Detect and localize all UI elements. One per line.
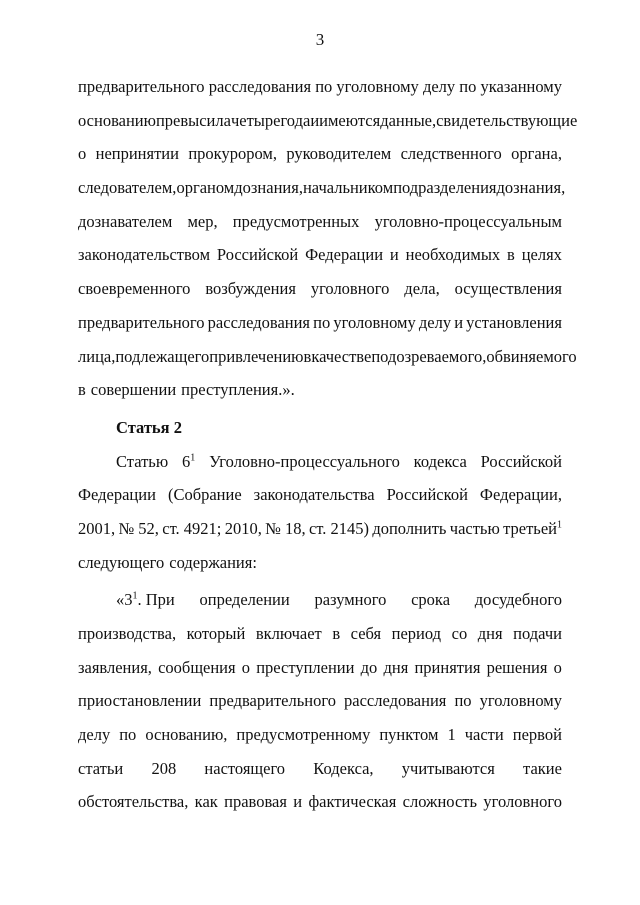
word: со [451, 624, 468, 643]
word: преступления.». [181, 380, 295, 400]
word: части [464, 725, 504, 745]
word: и [389, 245, 399, 265]
word: уголовного [310, 279, 390, 299]
word: по [313, 312, 331, 332]
text-line [78, 238, 562, 272]
word: и [293, 792, 303, 812]
word: по [315, 77, 333, 96]
word: 2001, [78, 518, 116, 538]
word: дела, [404, 279, 440, 299]
word: уголовно-процессуальным [374, 211, 562, 231]
word: привлечению [209, 346, 304, 366]
word: период [391, 624, 442, 643]
text-line [78, 684, 562, 718]
word: заявления, [78, 657, 152, 677]
text-line [78, 445, 562, 479]
word: решения [486, 657, 548, 677]
word: уголовному [336, 77, 419, 96]
word: свидетельствующие [436, 110, 578, 130]
text-line [78, 340, 577, 374]
word: расследования [207, 312, 311, 332]
word: фактическая [308, 792, 397, 812]
word: содержания: [169, 552, 257, 572]
word: Российской [480, 451, 562, 471]
word: качестве [311, 346, 372, 366]
word: о [78, 144, 87, 164]
document-body [78, 70, 578, 819]
word: руководителем [286, 144, 392, 164]
text-line [78, 546, 562, 580]
word: срока [411, 590, 451, 610]
word: и [454, 312, 464, 332]
word: разумного [314, 590, 387, 610]
word: данные, [380, 110, 437, 130]
word: по [454, 691, 472, 711]
word: дополнить [372, 518, 447, 538]
word: обвиняемого [486, 346, 577, 366]
word: следственного [400, 144, 502, 164]
word: начальником [302, 178, 394, 198]
word: совершении [90, 380, 177, 400]
word: № 18, [265, 518, 306, 538]
word: основанию, [145, 725, 228, 745]
word: в [303, 346, 312, 366]
word: который [186, 624, 246, 643]
text-line [78, 752, 562, 786]
word: пунктом [379, 725, 439, 745]
word: настоящего [204, 758, 286, 778]
word: расследования [344, 691, 447, 711]
word: досудебного [474, 590, 562, 610]
word: принятия [414, 657, 481, 677]
word: указанному [480, 77, 562, 96]
word: правовая [224, 792, 287, 812]
word: о [553, 657, 562, 677]
text-line [78, 785, 562, 819]
text-line [78, 137, 562, 171]
word: 2010, [224, 518, 262, 538]
word: обстоятельства, [78, 792, 189, 812]
superscript: 1 [190, 452, 196, 464]
word: органа, [511, 144, 562, 164]
paragraph-3 [78, 583, 562, 819]
word: ст. 2145) [308, 518, 369, 538]
word: сообщения [158, 657, 236, 677]
text-line [78, 272, 562, 306]
word: дознавателем [78, 211, 173, 231]
word: основанию [78, 110, 156, 130]
word: четыре [230, 110, 281, 130]
word: до [360, 657, 378, 677]
word: № 52, [118, 518, 159, 538]
word: органом [176, 178, 235, 198]
superscript: 1 [132, 590, 138, 602]
word: возбуждения [205, 279, 296, 299]
word: предусмотренных [232, 211, 360, 231]
word: $6^1$ [182, 451, 196, 471]
word: подлежащего [115, 346, 210, 366]
word: статьи [78, 758, 124, 778]
article-heading: Статья 2 [116, 417, 182, 437]
word: подозреваемого, [371, 346, 487, 366]
word: прокурором, [188, 144, 277, 164]
word: законодательством [78, 245, 211, 265]
word: предварительного [209, 691, 336, 711]
word: уголовному [479, 691, 562, 711]
word: непринятии [95, 144, 179, 164]
text-line [78, 512, 562, 546]
word: подачи [513, 624, 562, 643]
word: делу [422, 77, 456, 96]
word: и [310, 110, 320, 130]
word: лица, [78, 346, 116, 366]
word: ст. 4921; [162, 518, 222, 538]
word: Российской [216, 245, 299, 265]
word: превысила [155, 110, 231, 130]
text-line [78, 583, 562, 617]
word: Кодекса, [313, 758, 374, 778]
text-line [78, 205, 562, 239]
word: 1 [447, 725, 456, 745]
word: такие [523, 758, 562, 778]
word: Российской [386, 485, 468, 505]
word: имеются [319, 110, 381, 130]
paragraph-2 [78, 445, 562, 580]
superscript: 1 [556, 519, 562, 531]
word: расследования [208, 77, 312, 96]
word: Федерации, [479, 485, 562, 505]
word: дня [477, 624, 503, 643]
text-line [78, 70, 562, 104]
word: преступлении [256, 657, 355, 677]
text-line [78, 171, 566, 205]
word: необходимых [405, 245, 501, 265]
text-line [78, 651, 562, 685]
word: первой [512, 725, 562, 745]
word: частью [449, 518, 500, 538]
word: мер, [187, 211, 218, 231]
word: следователем, [78, 178, 177, 198]
word: Федерации [305, 245, 384, 265]
word: года [280, 110, 311, 130]
word: целях [521, 245, 562, 265]
word: делу [418, 312, 452, 332]
word: уголовного [483, 792, 562, 812]
word: по [119, 725, 137, 745]
word: включает [255, 624, 322, 643]
word: законодательства [253, 485, 375, 505]
word: третьей$^1$ [503, 518, 562, 538]
word: дознания, [496, 178, 566, 198]
word: дознания, [234, 178, 303, 198]
word: «$3^1$. При [116, 590, 175, 610]
word: предварительного [78, 77, 205, 96]
word: кодекса [413, 451, 467, 471]
paragraph-1 [78, 70, 578, 407]
word: предусмотренному [236, 725, 371, 745]
word: своевременного [78, 279, 191, 299]
word: Уголовно-процессуального [209, 451, 400, 471]
page-number: 3 [315, 30, 325, 49]
text-line [78, 478, 562, 512]
word: в [332, 624, 341, 643]
text-line [78, 617, 562, 651]
text-line [78, 718, 562, 752]
word: приостановлении [78, 691, 202, 711]
word: себя [350, 624, 382, 643]
text-line [78, 373, 562, 407]
word: учитываются [401, 758, 495, 778]
word: в [507, 245, 515, 265]
word: производства, [78, 624, 177, 643]
word: Федерации [78, 485, 156, 505]
word: (Собрание [167, 485, 242, 505]
text-line [78, 104, 578, 138]
text-line [78, 306, 562, 340]
word: делу [78, 725, 111, 745]
word: осуществления [454, 279, 562, 299]
word: определении [199, 590, 290, 610]
word: предварительного [78, 312, 205, 332]
word: по [459, 77, 477, 96]
word: следующего [78, 552, 165, 572]
word: дня [383, 657, 409, 677]
word: в [78, 380, 86, 400]
word: о [241, 657, 251, 677]
word: установления [466, 312, 562, 332]
word: уголовному [333, 312, 416, 332]
word: подразделения [393, 178, 497, 198]
word: 208 [151, 758, 177, 778]
word: как [194, 792, 218, 812]
word: сложность [402, 792, 478, 812]
word: Статью [116, 451, 169, 471]
